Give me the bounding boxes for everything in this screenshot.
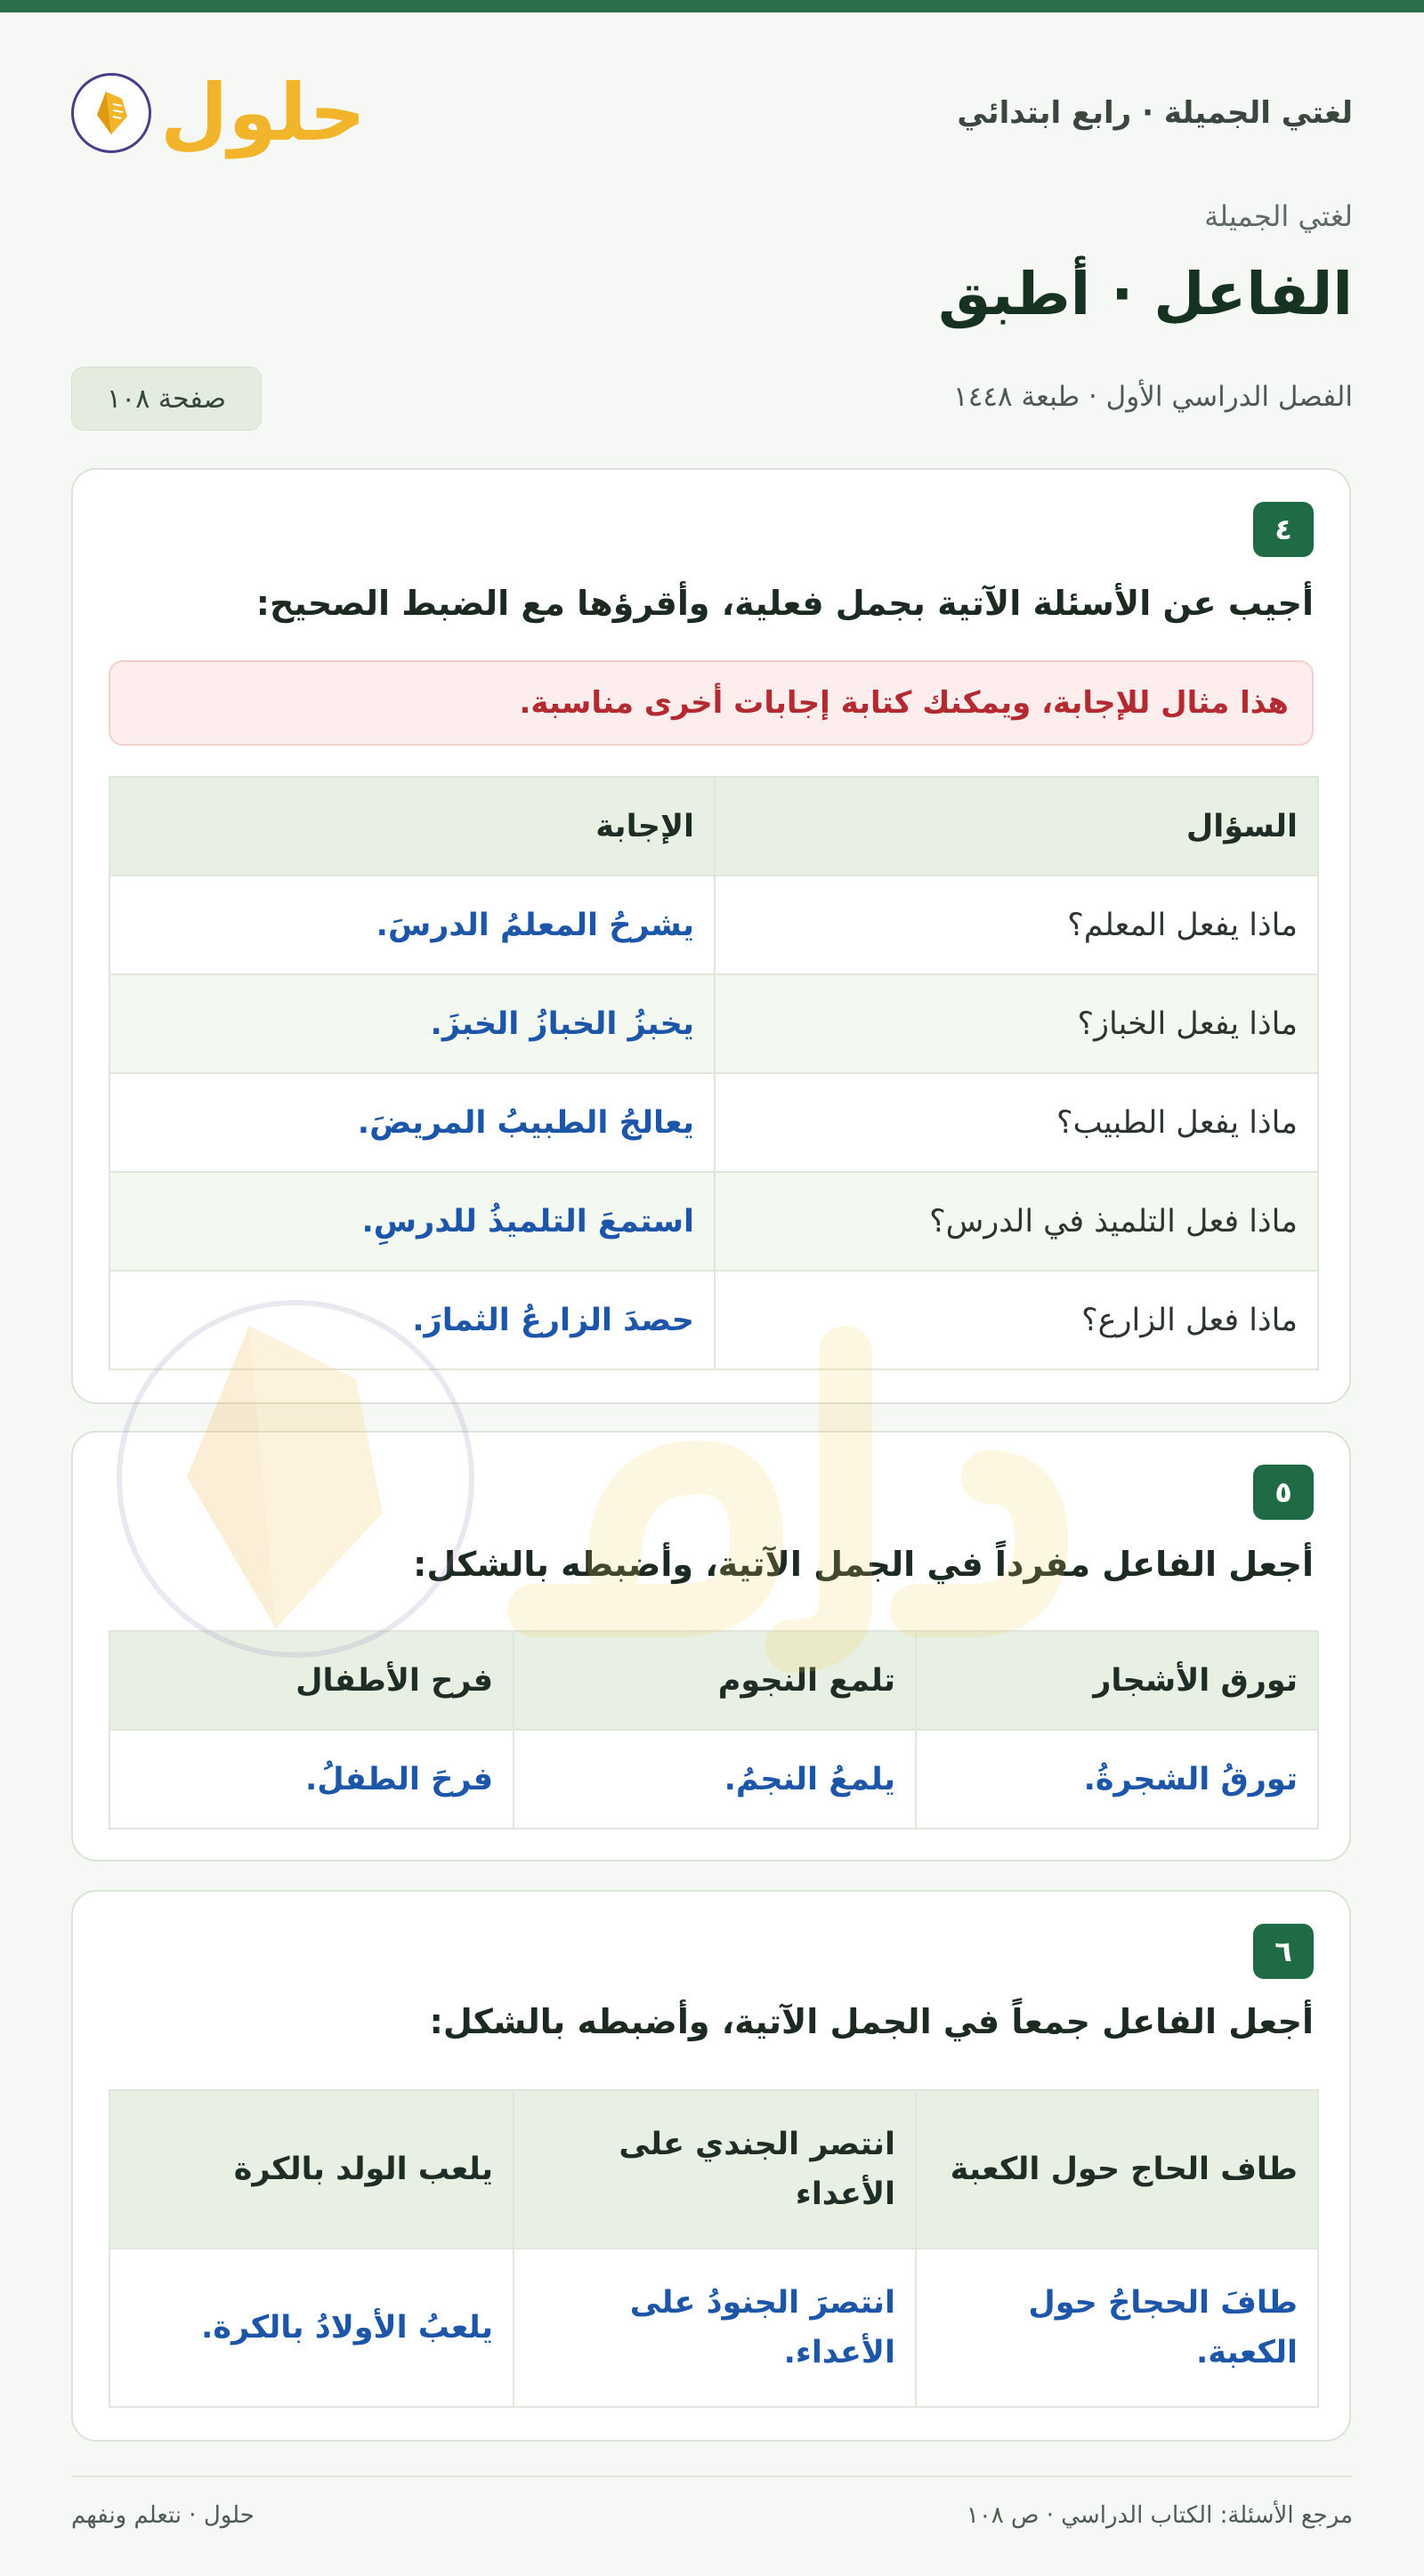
question-cell: ماذا يفعل الخباز؟ — [715, 974, 1318, 1073]
question-number-badge: ٦ — [1253, 1924, 1314, 1979]
sentences-table — [109, 1630, 1319, 1829]
column-header: انتصر الجندي على الأعداء — [514, 2090, 916, 2249]
question-number-badge: ٥ — [1253, 1465, 1314, 1520]
question-text: أجعل الفاعل جمعاً في الجمل الآتية، وأضبطه بالشكل: — [429, 2002, 1314, 2041]
question-card-4 — [71, 468, 1351, 1404]
question-cell: ماذا يفعل الطبيب؟ — [715, 1073, 1318, 1172]
subject-label: لغتي الجميلة — [1204, 199, 1353, 233]
answer-note: هذا مثال للإجابة، ويمكنك كتابة إجابات أخرى مناسبة. — [109, 660, 1314, 746]
column-header: فرح الأطفال — [109, 1631, 514, 1730]
question-cell: ماذا يفعل المعلم؟ — [715, 876, 1318, 974]
table-row — [109, 1073, 1318, 1172]
answer-cell: حصدَ الزارعُ الثمارَ. — [109, 1271, 715, 1369]
page-header — [71, 55, 1353, 171]
question-card-6 — [71, 1890, 1351, 2442]
table-row — [109, 1730, 1318, 1829]
column-header-answer: الإجابة — [109, 777, 715, 876]
logo-wordmark: حلول — [160, 67, 366, 158]
table-row — [109, 876, 1318, 974]
question-card-5 — [71, 1431, 1351, 1861]
column-header-question: السؤال — [715, 777, 1318, 876]
answer-cell: انتصرَ الجنودُ على الأعداء. — [514, 2249, 916, 2407]
term-label: الفصل الدراسي الأول · طبعة ١٤٤٨ — [953, 381, 1353, 413]
question-text: أجيب عن الأسئلة الآتية بجمل فعلية، وأقرؤها مع الضبط الصحيح: — [255, 584, 1314, 623]
answer-cell: طافَ الحجاجُ حول الكعبة. — [916, 2249, 1318, 2407]
footer-tagline: حلول · نتعلم ونفهم — [71, 2502, 255, 2529]
sentences-table — [109, 2089, 1319, 2408]
header-title: لغتي الجميلة · رابع ابتدائي — [957, 95, 1353, 131]
answer-cell: استمعَ التلميذُ للدرسِ. — [109, 1172, 715, 1271]
column-header: تلمع النجوم — [514, 1631, 916, 1730]
footer-reference: مرجع الأسئلة: الكتاب الدراسي · ص ١٠٨ — [966, 2502, 1353, 2529]
column-header: تورق الأشجار — [916, 1631, 1318, 1730]
question-text: أجعل الفاعل مفرداً في الجمل الآتية، وأضبطه بالشكل: — [413, 1545, 1314, 1584]
book-logo-icon — [71, 73, 151, 153]
table-row — [109, 2249, 1318, 2407]
lesson-title: الفاعل · أطبق — [938, 260, 1353, 328]
answer-cell: يلمعُ النجمُ. — [514, 1730, 916, 1829]
table-row — [109, 1271, 1318, 1369]
table-header-row — [109, 2090, 1318, 2249]
question-number-badge: ٤ — [1253, 502, 1314, 557]
footer-divider — [71, 2475, 1353, 2477]
table-row — [109, 974, 1318, 1073]
table-header-row — [109, 777, 1318, 876]
answer-cell: يلعبُ الأولادُ بالكرة. — [109, 2249, 514, 2407]
answers-table — [109, 776, 1319, 1370]
column-header: يلعب الولد بالكرة — [109, 2090, 514, 2249]
column-header: طاف الحاج حول الكعبة — [916, 2090, 1318, 2249]
answer-cell: تورقُ الشجرةُ. — [916, 1730, 1318, 1829]
answer-cell: فرحَ الطفلُ. — [109, 1730, 514, 1829]
question-cell: ماذا فعل الزارع؟ — [715, 1271, 1318, 1369]
table-row — [109, 1172, 1318, 1271]
answer-cell: يعالجُ الطبيبُ المريضَ. — [109, 1073, 715, 1172]
answer-cell: يشرحُ المعلمُ الدرسَ. — [109, 876, 715, 974]
page-number-badge: صفحة ١٠٨ — [71, 367, 262, 431]
top-accent-bar — [0, 0, 1424, 12]
table-header-row — [109, 1631, 1318, 1730]
answer-cell: يخبزُ الخبازُ الخبزَ. — [109, 974, 715, 1073]
site-logo[interactable] — [71, 67, 366, 158]
question-cell: ماذا فعل التلميذ في الدرس؟ — [715, 1172, 1318, 1271]
